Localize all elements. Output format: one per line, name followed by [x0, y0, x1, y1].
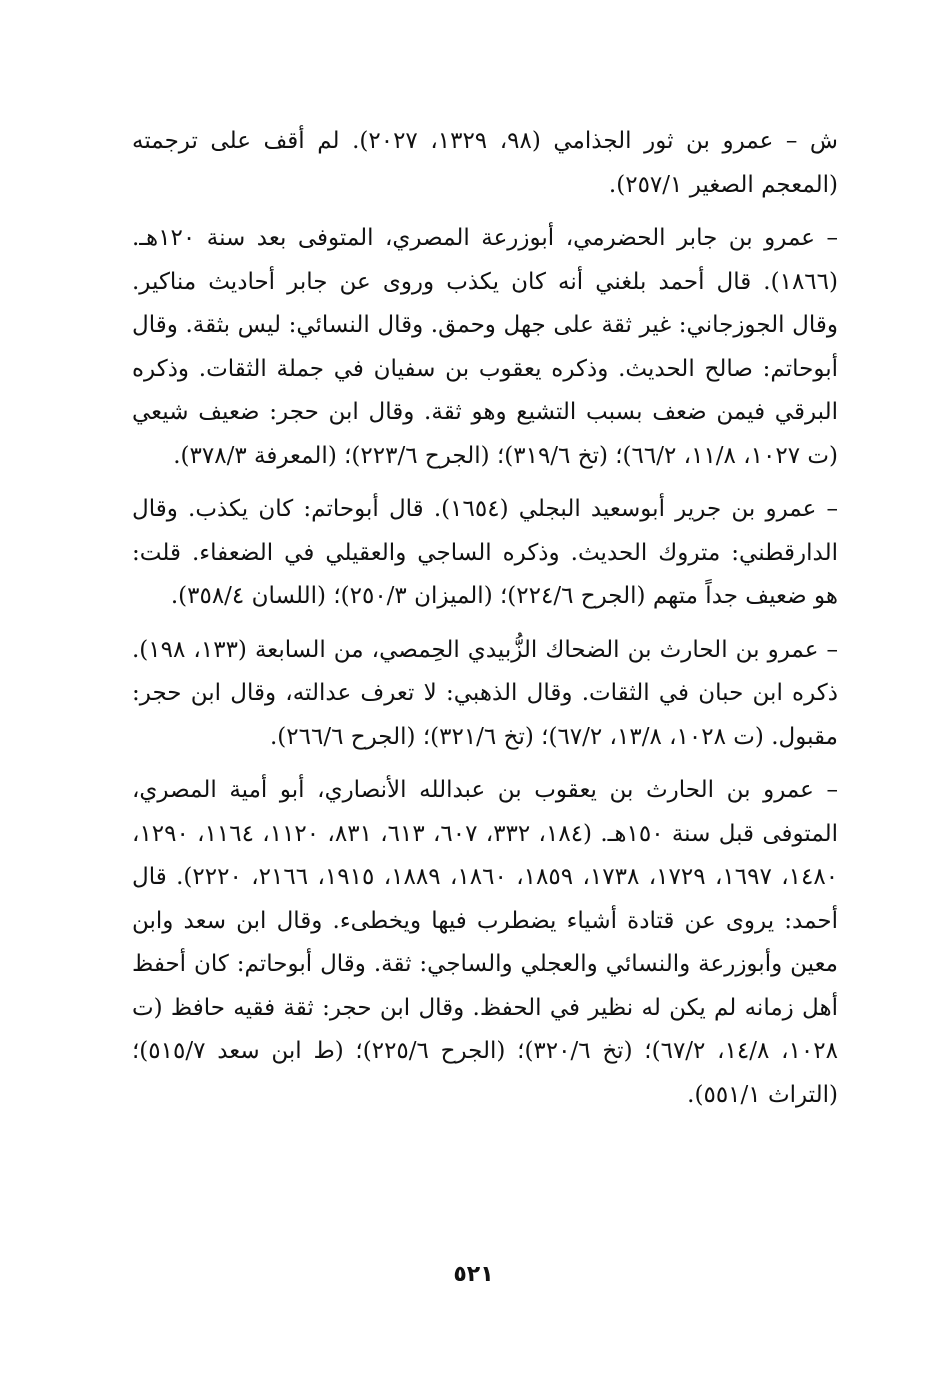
entry-amr-ibn-jabir: – عمرو بن جابر الحضرمي، أبوزرعة المصري، المتوفى بعد سنة ١٢٠هـ. (١٨٦٦). قال أحمد بلغني أنه كان يكذب وروى عن جابر أحاديث مناكير. وقال الجوزجاني: غير ثقة على جهل وحمق. وقال النسائي: ليس بثقة. وقال أبوحاتم: صالح الحديث. وذكره يعقوب بن سفيان في جملة الثقات. وذكره البرقي فيمن ضعف بسبب التشيع وهو ثقة. وقال ابن حجر: ضعيف شيعي (ت ١٠٢٧، ١١/٨، ٦٦/٢)؛ (تخ ٣١٩/٦)؛ (الجرح ٢٢٣/٦)؛ (المعرفة ٣٧٨/٣). — [132, 225, 838, 469]
page-number: ٥٢١ — [453, 1262, 494, 1287]
entry-amr-ibn-thawr: ش – عمرو بن ثور الجذامي (٩٨، ١٣٢٩، ٢٠٢٧). لم أقف على ترجمته (المعجم الصغير ٢٥٧/١). — [132, 128, 838, 198]
entry-amr-ibn-al-harith-ansari: – عمرو بن الحارث بن يعقوب بن عبدالله الأنصاري، أبو أمية المصري، المتوفى قبل سنة ١٥٠هـ. (١٨٤، ٣٣٢، ٦٠٧، ٦١٣، ٨٣١، ١١٢٠، ١١٦٤، ١٢٩٠، ١٤٨٠، ١٦٩٧، ١٧٢٩، ١٧٣٨، ١٨٥٩، ١٨٦٠، ١٨٨٩، ١٩١٥، ٢١٦٦، ٢٢٢٠). قال أحمد: يروى عن قتادة أشياء يضطرب فيها ويخطىء. وقال ابن سعد وابن معين وأبوزرعة والنسائي والعجلي والساجي: ثقة. وقال أبوحاتم: كان أحفظ أهل زمانه لم يكن له نظير في الحفظ. وقال ابن حجر: ثقة فقيه حافظ (ت ١٠٢٨، ١٤/٨، ٦٧/٢)؛ (تخ ٣٢٠/٦)؛ (الجرح ٢٢٥/٦)؛ (ط ابن سعد ٥١٥/٧)؛ (التراث ٥٥١/١). — [132, 777, 839, 1108]
entry-amr-ibn-jarir: – عمرو بن جرير أبوسعيد البجلي (١٦٥٤). قال أبوحاتم: كان يكذب. وقال الدارقطني: متروك الحديث. وذكره الساجي والعقيلي في الضعفاء. قلت: هو ضعيف جداً متهم (الجرح ٢٢٤/٦)؛ (الميزان ٢٥٠/٣)؛ (اللسان ٣٥٨/٤). — [132, 496, 838, 609]
page-body — [132, 120, 838, 1117]
entry-amr-ibn-al-harith-zubaydi: – عمرو بن الحارث بن الضحاك الزُّبيدي الحِمصي، من السابعة (١٣٣، ١٩٨). ذكره ابن حبان في الثقات. وقال الذهبي: لا تعرف عدالته، وقال ابن حجر: مقبول. (ت ١٠٢٨، ١٣/٨، ٦٧/٢)؛ (تخ ٣٢١/٦)؛ (الجرح ٢٦٦/٦). — [132, 636, 839, 750]
